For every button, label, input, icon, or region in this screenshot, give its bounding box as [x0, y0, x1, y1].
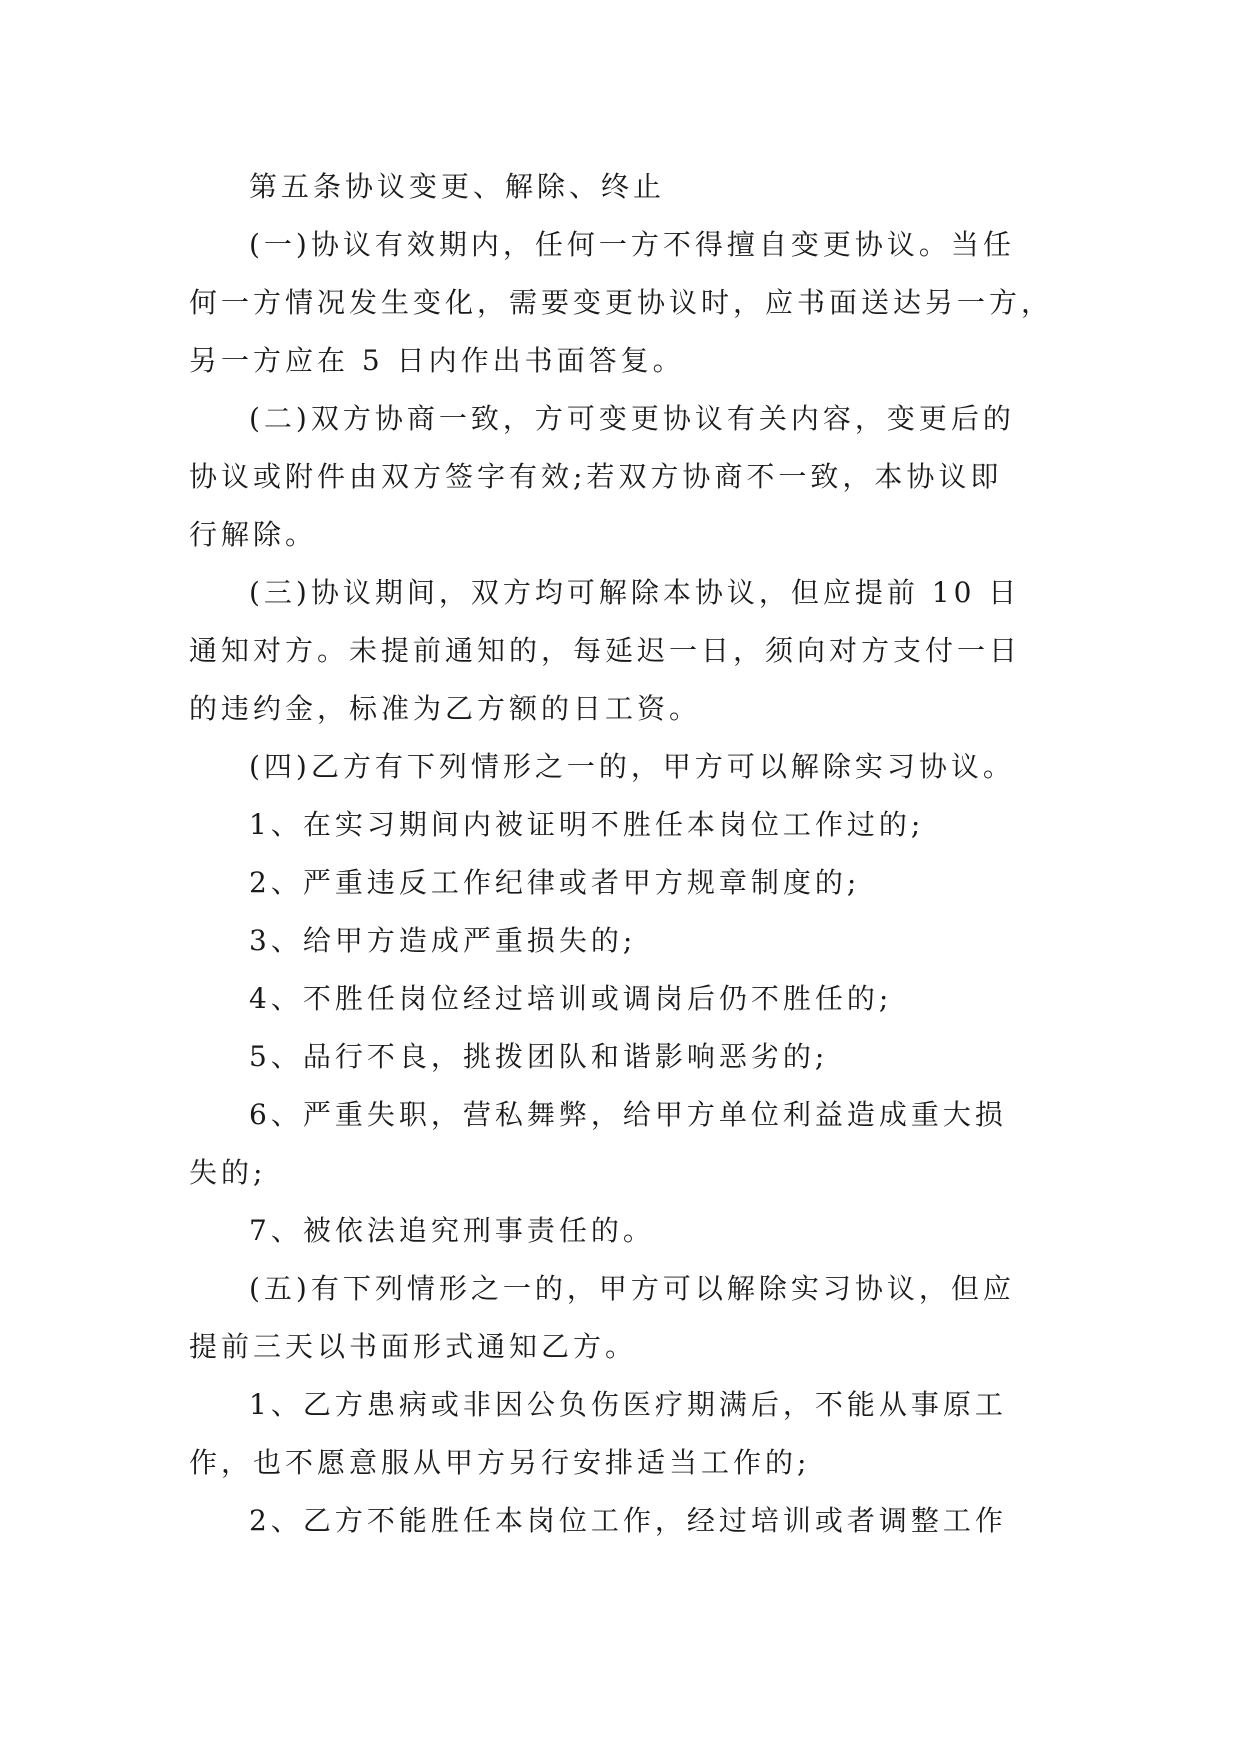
list-item: 7、被依法追究刑事责任的。: [249, 1214, 655, 1247]
list-item: 1、乙方患病或非因公负伤医疗期满后，不能从事原工: [249, 1388, 1007, 1421]
text-line: 另一方应在 5 日内作出书面答复。: [189, 344, 685, 377]
text-line: 作，也不愿意服从甲方另行安排适当工作的;: [189, 1446, 811, 1479]
document-body: [189, 158, 1054, 1550]
text-line: (三)协议期间，双方均可解除本协议，但应提前 10 日: [249, 576, 1021, 609]
list-item: 3、给甲方造成严重损失的;: [249, 924, 637, 957]
text-line: (五)有下列情形之一的，甲方可以解除实习协议，但应: [249, 1272, 1015, 1305]
list-item: 2、乙方不能胜任本岗位工作，经过培训或者调整工作: [249, 1504, 1007, 1537]
section-heading: 第五条协议变更、解除、终止: [249, 170, 666, 203]
list-item: 2、严重违反工作纪律或者甲方规章制度的;: [249, 866, 861, 899]
text-line: 何一方情况发生变化，需要变更协议时，应书面送达另一方，: [189, 286, 1054, 319]
text-line: 通知对方。未提前通知的，每延迟一日，须向对方支付一日: [189, 634, 1022, 667]
list-item: 4、不胜任岗位经过培训或调岗后仍不胜任的;: [249, 982, 893, 1015]
text-line: (二)双方协商一致，方可变更协议有关内容，变更后的: [249, 402, 1015, 435]
list-item: 5、品行不良，挑拨团队和谐影响恶劣的;: [249, 1040, 829, 1073]
text-line: 行解除。: [189, 518, 318, 551]
list-item: 6、严重失职，营私舞弊，给甲方单位利益造成重大损: [249, 1098, 1007, 1131]
text-line: (四)乙方有下列情形之一的，甲方可以解除实习协议。: [249, 750, 1015, 783]
text-line: 失的;: [189, 1156, 267, 1189]
text-line: 协议或附件由双方签字有效;若双方协商不一致，本协议即: [189, 460, 1003, 493]
list-item: 1、在实习期间内被证明不胜任本岗位工作过的;: [249, 808, 925, 841]
text-line: 的违约金，标准为乙方额的日工资。: [189, 692, 702, 725]
text-line: (一)协议有效期内，任何一方不得擅自变更协议。当任: [249, 228, 1015, 261]
text-line: 提前三天以书面形式通知乙方。: [189, 1330, 638, 1363]
